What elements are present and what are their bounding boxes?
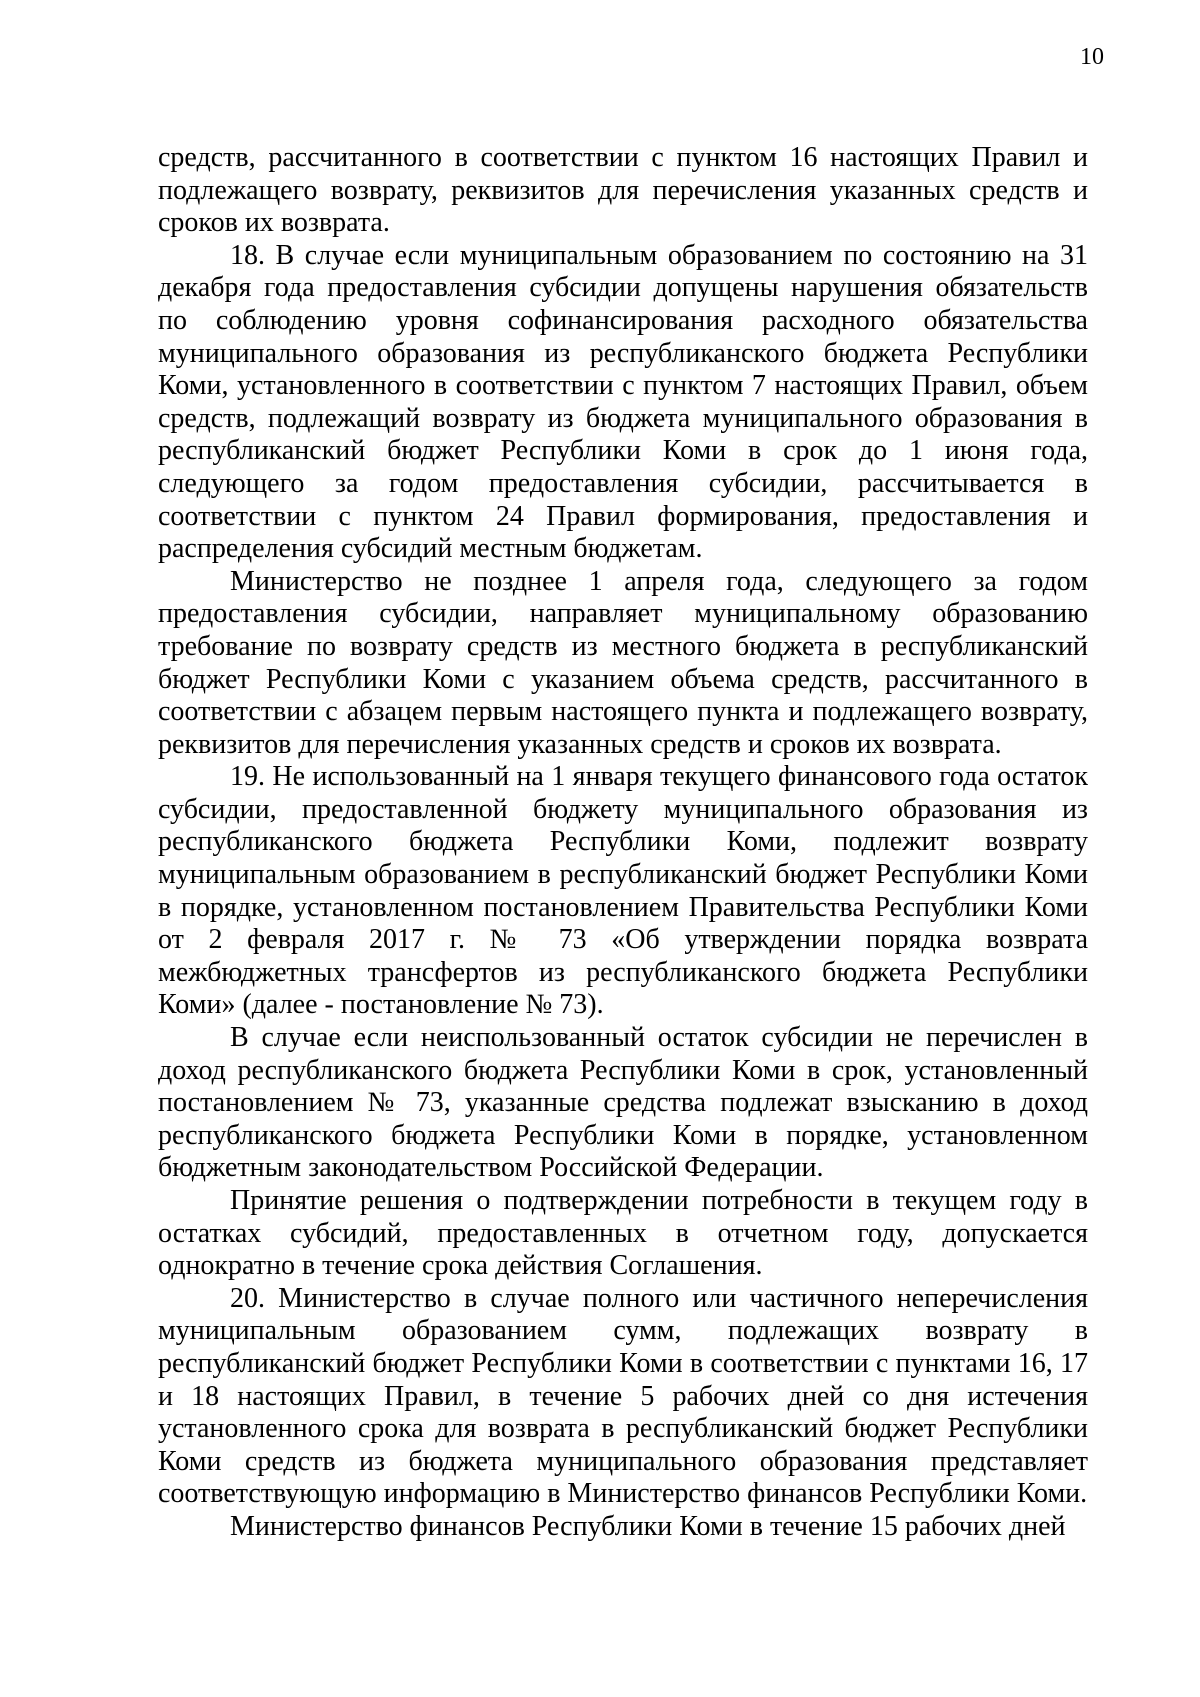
paragraph-unused-balance: В случае если неиспользованный остаток субсидии не перечислен в доход республиканского бюджета Республики Коми в срок, установленный постановлением № 73, указанные средства подлежат взысканию в доход республиканского бюджета Республики Коми в порядке, установленном бюджетным законодательством Российской Федерации.: [158, 1022, 1088, 1184]
paragraph-item-19: 19. Не использованный на 1 января текущего финансового года остаток субсидии, предоставленной бюджету муниципального образования из республиканского бюджета Республики Коми, подлежит возврату муниципальным образованием в республиканский бюджет Республики Коми в порядке, установленном постановлением Правительства Республики Коми от 2 февраля 2017 г. № 73 «Об утверждении порядка возврата межбюджетных трансфертов из республиканского бюджета Республики Коми» (далее - постановление № 73).: [158, 761, 1088, 1021]
paragraph-item-18: 18. В случае если муниципальным образованием по состоянию на 31 декабря года предоставления субсидии допущены нарушения обязательств по соблюдению уровня софинансирования расходного обязательства муниципального образования из республиканского бюджета Республики Коми, установленного в соответствии с пунктом 7 настоящих Правил, объем средств, подлежащий возврату из бюджета муниципального образования в республиканский бюджет Республики Коми в срок до 1 июня года, следующего за годом предоставления субсидии, рассчитывается в соответствии с пунктом 24 Правил формирования, предоставления и распределения субсидий местным бюджетам.: [158, 239, 1088, 565]
paragraph-item-20: 20. Министерство в случае полного или частичного неперечисления муниципальным образованием сумм, подлежащих возврату в республиканский бюджет Республики Коми в соответствии с пунктами 16, 17 и 18 настоящих Правил, в течение 5 рабочих дней со дня истечения установленного срока для возврата в республиканский бюджет Республики Коми средств из бюджета муниципального образования представляет соответствующую информацию в Министерство финансов Республики Коми.: [158, 1282, 1088, 1510]
document-body: [158, 142, 1088, 1544]
paragraph-finance-ministry: Министерство финансов Республики Коми в течение 15 рабочих дней: [230, 1510, 1066, 1542]
paragraph-continuation: средств, рассчитанного в соответствии с пунктом 16 настоящих Правил и подлежащего возврату, реквизитов для перечисления указанных средств и сроков их возврата.: [158, 142, 1088, 239]
paragraph-need-confirmation: Принятие решения о подтверждении потребности в текущем году в остатках субсидий, предоставленных в отчетном году, допускается однократно в течение срока действия Соглашения.: [158, 1185, 1088, 1282]
page-number: 10: [1080, 44, 1104, 70]
paragraph-ministry-april: Министерство не позднее 1 апреля года, следующего за годом предоставления субсидии, направляет муниципальному образованию требование по возврату средств из местного бюджета в республиканский бюджет Республики Коми с указанием объема средств, рассчитанного в соответствии с абзацем первым настоящего пункта и подлежащего возврату, реквизитов для перечисления указанных средств и сроков их возврата.: [158, 565, 1088, 760]
